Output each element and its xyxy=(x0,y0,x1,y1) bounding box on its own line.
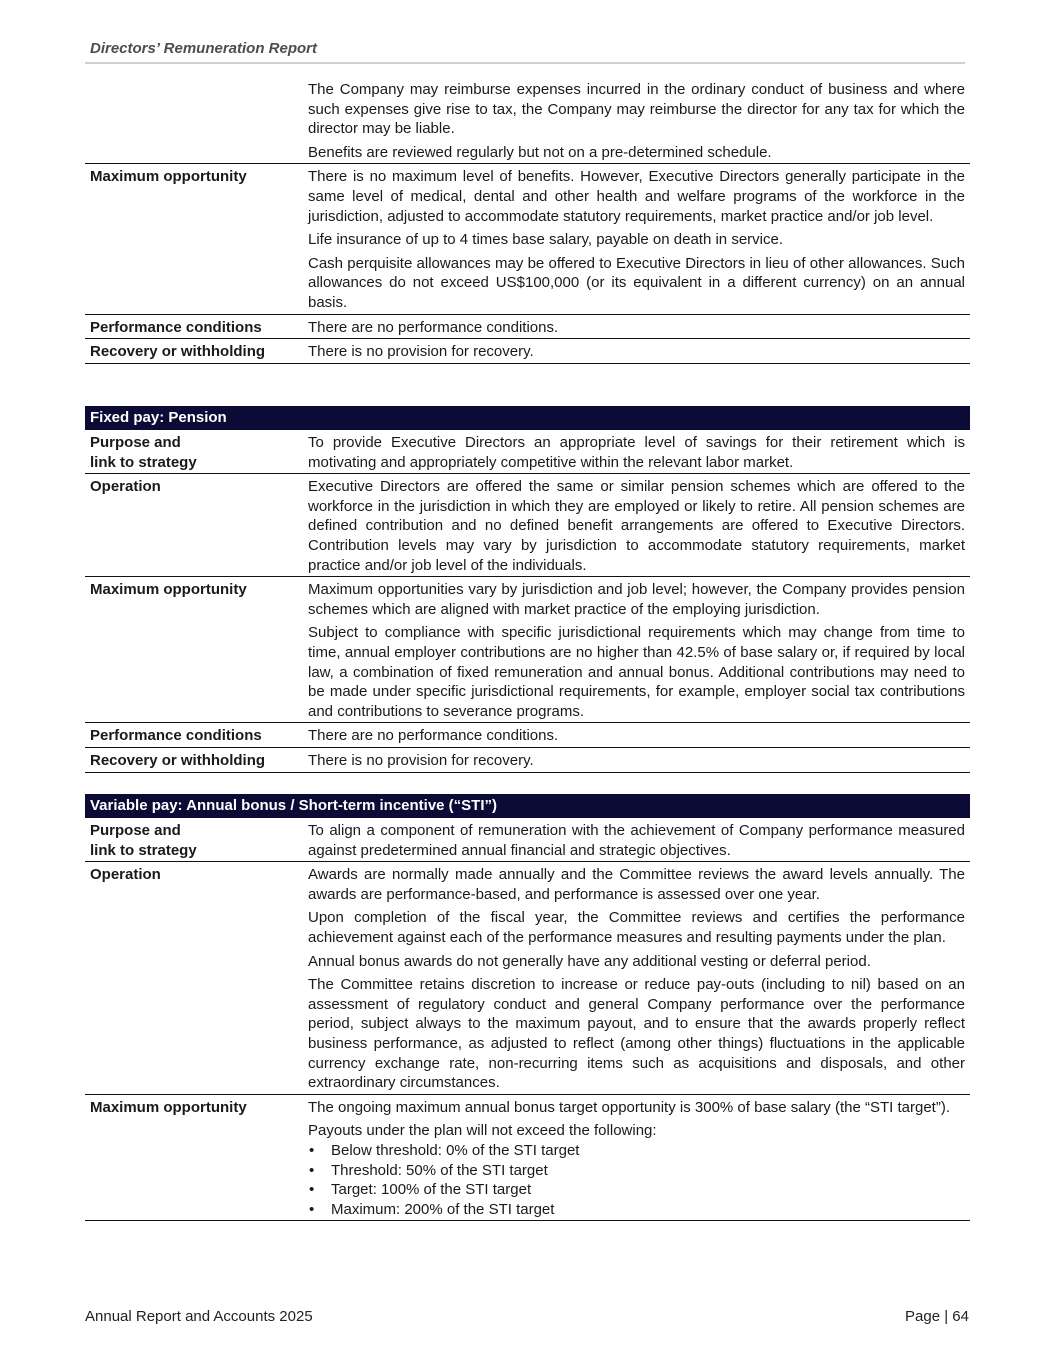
sti-section-title: Variable pay: Annual bonus / Short-term incentive (“STI”) xyxy=(85,794,970,818)
pension-table xyxy=(85,430,970,773)
row-label: Purpose and link to strategy xyxy=(90,822,197,859)
row-paragraph: There are no performance conditions. xyxy=(308,318,559,336)
benefits-table xyxy=(85,77,970,364)
list-item: • Target: 100% of the STI target xyxy=(308,1180,965,1200)
row-paragraph: Payouts under the plan will not exceed the following: xyxy=(308,1122,657,1140)
row-label: Maximum opportunity xyxy=(85,164,303,314)
page-header-title: Directors’ Remuneration Report xyxy=(90,40,317,57)
row-paragraph: Awards are normally made annually and the Committee reviews the award levels annually. The awards are performance-based, and performance is assessed over one year. xyxy=(308,866,965,903)
row-paragraph: To align a component of remuneration with the achievement of Company performance measured against predetermined annual financial and strategic objectives. xyxy=(308,822,965,859)
row-label: Maximum opportunity xyxy=(85,577,303,723)
row-paragraph: The ongoing maximum annual bonus target opportunity is 300% of base salary (the “STI target”). xyxy=(308,1098,951,1116)
benefits-row-maximum-opportunity xyxy=(85,164,970,314)
benefits-row-performance-conditions xyxy=(85,314,970,339)
row-paragraph: There is no provision for recovery. xyxy=(308,343,534,361)
row-label: Performance conditions xyxy=(85,723,303,748)
payout-bullet-list xyxy=(308,1141,965,1219)
sti-row-purpose xyxy=(85,818,970,862)
row-label: Operation xyxy=(85,474,303,577)
sti-row-operation xyxy=(85,862,970,1095)
sti-table xyxy=(85,818,970,1221)
row-paragraph: There is no provision for recovery. xyxy=(308,751,534,769)
row-label: Recovery or withholding xyxy=(85,339,303,364)
pension-row-recovery xyxy=(85,747,970,772)
row-label: Purpose and link to strategy xyxy=(90,434,197,471)
row-label: Operation xyxy=(85,862,303,1095)
row-paragraph: Maximum opportunities vary by jurisdiction and job level; however, the Company provides pension schemes which are aligned with market practice of the employing jurisdiction. xyxy=(308,581,965,618)
list-item: • Maximum: 200% of the STI target xyxy=(308,1200,965,1220)
row-paragraph: Annual bonus awards do not generally have any additional vesting or deferral period. xyxy=(308,952,871,970)
row-label: Performance conditions xyxy=(85,314,303,339)
pension-row-operation xyxy=(85,474,970,577)
pension-section xyxy=(85,406,970,773)
footer-page-number: Page | 64 xyxy=(905,1308,969,1325)
sti-row-maximum-opportunity xyxy=(85,1094,970,1221)
row-paragraph: There is no maximum level of benefits. However, Executive Directors generally participate in the same level of medical, dental and other health and welfare programs of the workforce in the jurisdiction, adjusted to accommodate statutory requirements, market practice and/or job level. xyxy=(308,168,965,225)
sti-section xyxy=(85,794,970,1221)
row-paragraph: Cash perquisite allowances may be offered to Executive Directors in lieu of other allowances. Such allowances do not exceed US$100,000 (or its equivalent in a different currency) on an annual basis. xyxy=(308,254,965,311)
row-paragraph: To provide Executive Directors an appropriate level of savings for their retirement which is motivating and appropriately competitive within the relevant labor market. xyxy=(308,434,965,471)
row-label: Maximum opportunity xyxy=(85,1094,303,1221)
list-item: • Below threshold: 0% of the STI target xyxy=(308,1141,965,1161)
row-paragraph: There are no performance conditions. xyxy=(308,727,559,745)
benefits-continuation-row xyxy=(85,77,970,164)
row-paragraph: Upon completion of the fiscal year, the Committee reviews and certifies the performance achievement against each of the performance measures and resulting payments under the plan. xyxy=(308,909,965,946)
row-paragraph: Subject to compliance with specific jurisdictional requirements which may change from time to time, annual employer contributions are no higher than 42.5% of base salary or, if required by local law, a combination of fixed remuneration and annual bonus. Additional contributions may need to be made under specific jurisdictional requirements, for example, employer social tax contributions and contributions to severance programs. xyxy=(308,624,965,720)
benefits-section xyxy=(85,77,970,364)
benefits-continuation-para: Benefits are reviewed regularly but not on a pre-determined schedule. xyxy=(308,143,772,161)
benefits-continuation-para: The Company may reimburse expenses incurred in the ordinary conduct of business and where such expenses give rise to tax, the Company may reimburse the director for any tax for which the director may be liable. xyxy=(308,81,965,138)
row-paragraph: Life insurance of up to 4 times base salary, payable on death in service. xyxy=(308,231,783,249)
row-paragraph: The Committee retains discretion to increase or reduce pay-outs (including to nil) based on an assessment of regulatory conduct and general Company performance over the performance period, subject always to the maximum payout, and to ensure that the awards properly reflect business performance, as adjusted to reflect (among other things) fluctuations in the applicable currency exchange rate, non-recurring items such as acquisitions and disposals, and other extraordinary circumstances. xyxy=(308,976,965,1092)
pension-row-performance-conditions xyxy=(85,723,970,748)
footer-report-name: Annual Report and Accounts 2025 xyxy=(85,1308,313,1325)
pension-section-title: Fixed pay: Pension xyxy=(85,406,970,430)
pension-row-maximum-opportunity xyxy=(85,577,970,723)
row-label: Recovery or withholding xyxy=(85,747,303,772)
header-divider xyxy=(85,62,965,64)
row-paragraph: Executive Directors are offered the same or similar pension schemes which are offered to the workforce in the jurisdiction in which they are employed or likely to retire. All pension schemes are defined contribution and no defined benefit arrangements are offered to Executive Directors. Contribution levels may vary by jurisdiction to accommodate statutory requirements, market practice and/or job level of the individuals. xyxy=(308,478,965,574)
list-item: • Threshold: 50% of the STI target xyxy=(308,1161,965,1181)
benefits-row-recovery xyxy=(85,339,970,364)
pension-row-purpose xyxy=(85,430,970,474)
